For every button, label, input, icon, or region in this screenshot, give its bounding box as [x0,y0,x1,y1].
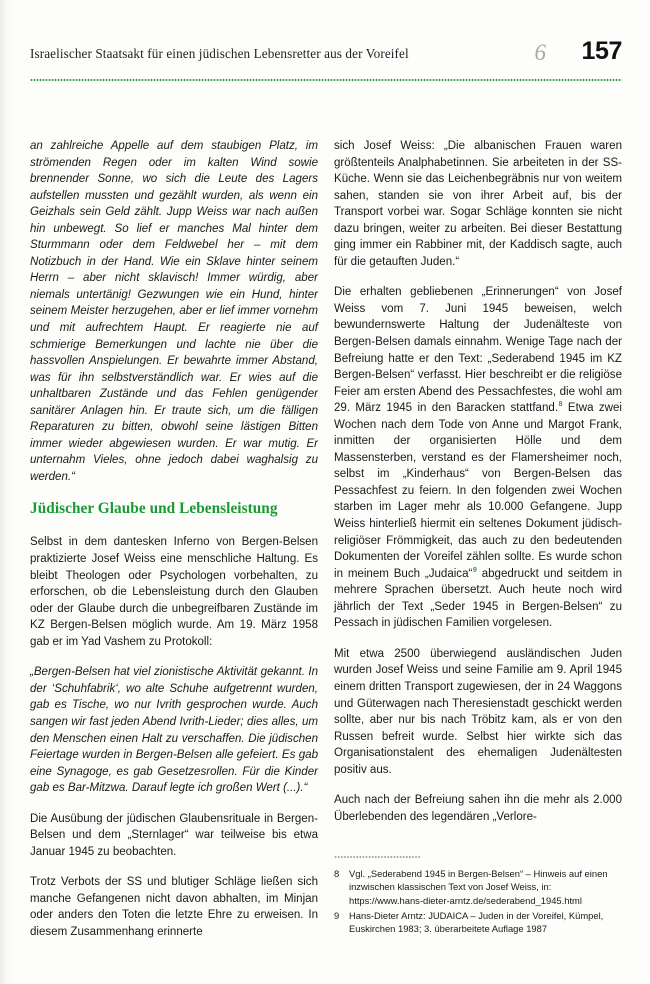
footnote-text: Vgl. „Sederabend 1945 in Bergen-Belsen“ – Hinweis auf einen inzwischen klassischen Text von Josef Weiss, in: https://www.hans-dieter-arntz.de/sederabend_1945.html [349,868,608,906]
scan-edge-shadow [0,0,14,984]
paragraph-quote-continued: an zahlreiche Appelle auf dem staubigen Platz, im strömenden Regen oder im kalten Wind sowie brennender Sonne, wo sich die Leute des Lagers aufstellen mussten und gezählt wurden, als wenn ein Geizhals sein Geld zählt. Jupp Weiss war nach außen hin unbewegt. So lief er manches Mal hinter dem Sturmmann oder dem Feldwebel her – mit dem Notizbuch in der Hand. Wie ein Sklave hinter seinem Herrn – aber nicht sklavisch! Immer würdig, aber niemals untertänig! Gezwungen wie ein Hund, hinter seinem Meister herzugehen, aber er lief immer vornehm und mit aufrechtem Haupt. Er reagierte nie auf schmierige Bemerkungen und lachte nie über die hassvollen Anspielungen. Er bewahrte immer Abstand, was für ihn selbstverständlich war. Er wies auf die unhaltbaren Zustände und das Fehlen genügender sanitärer Anlagen hin. Er traute sich, um die fälligen Reparaturen zu bitten, obwohl seine lästigen Bitten immer wieder abgewiesen wurden. Er war mutig. Er unternahm Vieles, ohne jedoch dabei waghalsig zu werden.“ [30,140,318,483]
page-number: 157 [581,37,622,65]
footnote-marker-8[interactable]: 8 [558,399,563,409]
paragraph-text-part2: Etwa zwei Wochen nach dem Tode von Anne und Margot Frank, inmitten der organisierten Hölle und dem Massensterben, verstand es der Flamersheimer noch, selbst im „Kinderhaus“ von Bergen-Belsen das Pessachfest zu feiern. In den folgenden zwei Wochen starben im Lager mehr als 10.000 Gefangene. Jupp Weiss hinterließ hiermit ein seltenes Dokument jüdisch-religiöser Frömmigkeit, das auch zu den bedeutenden Dokumenten der Voreifel zählen sollte. Es wurde schon in meinem Buch „Judaica“ [334,402,622,580]
header-divider-rule [30,79,622,81]
paragraph-quote-protokoll: „Bergen-Belsen hat viel zionistische Aktivität gekannt. In der ‘Schuhfabrik‘, wo alte Schuhe aufgetrennt wurden, gab es Tische, wo nur Ivrith gesprochen wurde. Auch sangen wir fast jeden Abend Ivrith-Lieder; dies alles, um den Menschen einen Halt zu verschaffen. Die jüdischen Feiertage wurden in Bergen-Belsen alle gefeiert. Es gab eine Synagoge, es gab Gesetzesrollen. Für die Kinder gab es Bar-Mitzwa. Darauf legte ich großen Wert (...).“ [30,666,318,795]
chapter-number: 6 [534,40,546,65]
left-column [30,138,318,941]
paragraph-quote-albanische-frauen [334,138,622,270]
footnote-entry [334,867,622,907]
footnote-number: 8 [334,868,340,879]
footnote-text: Hans-Dieter Arntz: JUDAICA – Juden in der Voreifel, Kümpel, Euskirchen 1983; 3. überarbeitete Auflage 1987 [349,909,604,935]
paragraph-body: Trotz Verbots der SS und blutiger Schläge ließen sich manche Gefangenen nicht davon abhalten, im Minjan oder anders den Toten die letzte Ehre zu erweisen. In diesem Zusammenhang erinnerte [30,876,318,938]
footnote-marker-9[interactable]: 9 [472,564,477,574]
footnote-entry [334,909,622,936]
page-header [30,37,622,78]
paragraph-text-part1: Die erhalten gebliebenen „Erinnerungen“ von Josef Weiss vom 7. Juni 1945 beweisen, welch bewundernswerte Haltung der Judenälteste von Bergen-Belsen damals einnahm. Wenige Tage nach der Befreiung hatte er den Text: „Sederabend 1945 im KZ Bergen-Belsen“ verfasst. Hier beschreibt er die religiöse Feier am ersten Abend des Pessachfestes, die wohl am 29. März 1945 in den Baracken stattfand. [334,286,622,415]
paragraph-lead-text: sich Josef Weiss: [334,140,444,152]
paragraph-quote-text: „Die albanischen Frauen waren größtenteils Analphabetinnen. Sie arbeiteten in der SS-Küche. Wenn sie das Leichenbegräbnis nur von weitem sahen, standen sie von ihrer Arbeit auf, bis der Transport vorbei war. Sogar Schläge konnten sie nicht dazu bringen, weiter zu arbeiten. Bei dieser Bestattung ging immer ein Rabbiner mit, der Kaddisch sagte, auch für die getauften Juden.“ [334,140,622,268]
right-column [334,138,622,825]
paragraph-text-part3: abgedruckt und seitdem in mehrere Sprachen übersetzt. Auch heute noch wird jährlich der Text „Seder 1945 in Bergen-Belsen“ zu Pessach in jüdischen Familien vorgelesen. [334,567,622,630]
paragraph-befreiung [334,792,622,825]
footnote-divider-rule [334,856,420,858]
footnote-section [334,856,622,937]
paragraph-erinnerungen [334,284,622,631]
paragraph-transport: Mit etwa 2500 überwiegend ausländischen Juden wurden Josef Weiss und seine Familie am 9. April 1945 einem dritten Transport zugewiesen, der in 24 Waggons und Güterwagen nach Theresienstadt geschickt werden sollte, aber nur bis nach Tröbitz kam, als er von den Russen befreit wurde. Selbst hier wirkte sich das Organisationstalent des ehemaligen Judenältesten positiv aus. [334,647,622,776]
running-title: Israelischer Staatsakt für einen jüdischen Lebensretter aus der Voreifel [30,46,409,61]
paragraph-text-part1: Auch nach der Befreiung sahen ihn die mehr als 2.000 Überlebenden des legendären [334,794,622,823]
footnote-number: 9 [334,909,340,921]
section-heading: Jüdischer Glaube und Lebensleistung [30,500,278,518]
paragraph-italic-tail: „Verlore- [492,810,537,823]
paragraph-body: Selbst in dem dantesken Inferno von Bergen-Belsen praktizierte Josef Weiss eine menschliche Haltung. Es bleibt Theologen oder Psychologen vorbehalten, zu erforschen, ob die Lebensleistung durch den Glauben oder der Glaube durch die unbegreifbaren Zustände im KZ Bergen-Belsen möglich wurde. Am 19. März 1958 gab er im Yad Vashem zu Protokoll: [30,536,318,648]
paragraph-body: Die Ausübung der jüdischen Glaubensrituale in Bergen-Belsen und dem „Sternlager“ war teilweise bis etwa Januar 1945 zu beobachten. [30,812,318,858]
